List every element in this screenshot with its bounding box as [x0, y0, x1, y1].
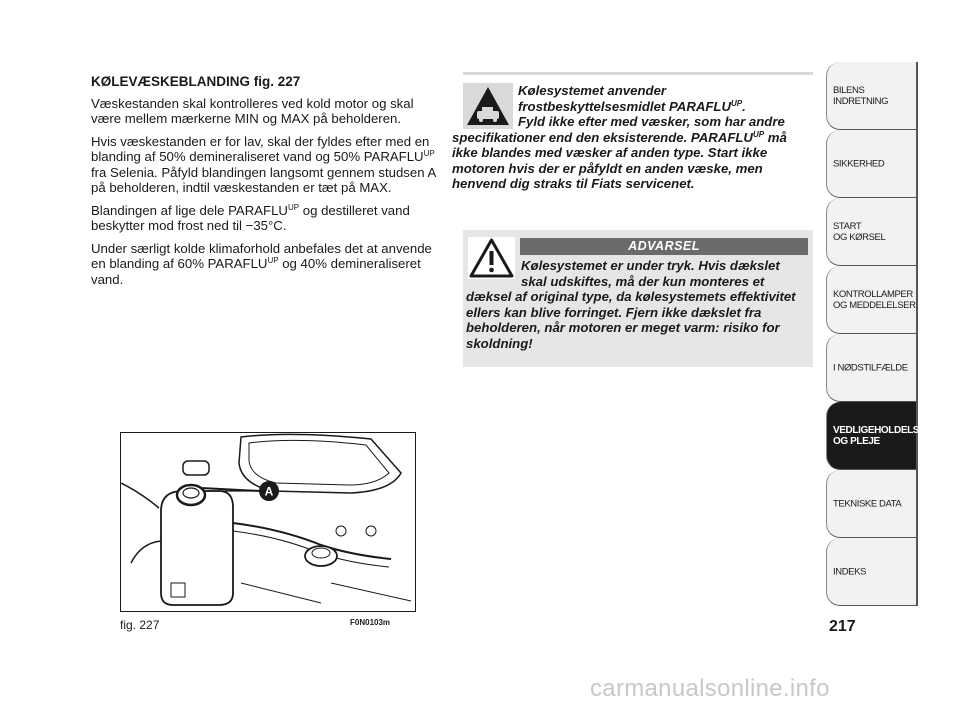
- notice1-line4: specifikationer end den eksisterende. $PARAFLU^{UP}$: [452, 129, 765, 145]
- coolant-notice: [452, 72, 813, 217]
- tab-start-og-korsel[interactable]: START OG KØRSEL: [826, 198, 918, 266]
- figure-code: F0N0103m: [350, 618, 391, 627]
- notice1-line3: Fyld ikke efter med væsker, som har andre: [518, 114, 785, 129]
- tab-tekniske-data[interactable]: TEKNISKE DATA: [826, 470, 918, 538]
- chapter-tabs: [826, 62, 926, 606]
- paragraph-refill: Hvis væskestanden er for lav, skal der fyldes efter med en blanding af 50% demineraliseret vand og 50% $PARAFLU^{UP}$ fra Selenia. Påfyld blandingen langsomt gennem studsen A på beholderen, indtil væskestanden er tæt på MAX.: [91, 133, 436, 195]
- figure-marker-a: A: [264, 484, 274, 499]
- notice2-line1: Kølesystemet er under tryk. Hvis dækslet: [521, 258, 780, 273]
- warning-notice: [463, 230, 813, 367]
- tab-sikkerhed[interactable]: SIKKERHED: [826, 130, 918, 198]
- notice2-line3: dæksel af original type, da kølesystemets effektivitet ellers kan blive forringet. Fjern ikke dækslet fra beholderen, når motoren er meget varm: risiko for skoldning!: [466, 289, 796, 351]
- notice2-line2: skal udskiftes, må der kun monteres et: [521, 273, 765, 289]
- notice1-line2: frostbeskyttelsesmidlet $PARAFLU^{UP}$.: [518, 98, 746, 114]
- engine-bay-illustration: [121, 433, 415, 611]
- tab-kontrollamper[interactable]: KONTROLLAMPER OG MEDDELELSER: [826, 266, 918, 334]
- section-heading: KØLEVÆSKEBLANDING fig. 227: [91, 74, 301, 89]
- page-number: 217: [829, 618, 856, 635]
- paragraph-cold-climate: Under særligt kolde klimaforhold anbefales det at anvende en blanding af 60% $PARAFLU^{UP}$ og 40% demineraliseret vand.: [91, 240, 432, 287]
- tab-nodstilfaelde[interactable]: I NØDSTILFÆLDE: [826, 334, 918, 402]
- main-text-column: [91, 74, 437, 294]
- paragraph-level-check: Væskestanden skal kontrolleres ved kold motor og skal være mellem mærkerne MIN og MAX på beholderen.: [91, 95, 414, 126]
- tab-vedligeholdelse[interactable]: VEDLIGEHOLDELSE OG PLEJE: [826, 402, 918, 470]
- notice1-line1: Kølesystemet anvender: [518, 83, 667, 98]
- watermark: carmanualsonline.info: [590, 675, 830, 702]
- paragraph-mixture: Blandingen af lige dele $PARAFLU^{UP}$ og destilleret vand beskytter mod frost ned til −35°C.: [91, 202, 410, 233]
- coolant-reservoir-figure: [120, 432, 416, 612]
- tab-bilens-indretning[interactable]: BILENS INDRETNING: [826, 62, 918, 130]
- figure-caption: fig. 227: [120, 618, 160, 632]
- warning-label: ADVARSEL: [520, 238, 808, 255]
- tab-indeks[interactable]: INDEKS: [826, 538, 918, 606]
- notice1-line5: må ikke blandes med væsker af anden type. Start ikke motoren hvis der er påfyldt en anden væske, men henvend dig straks til Fiats servicenet.: [452, 129, 787, 191]
